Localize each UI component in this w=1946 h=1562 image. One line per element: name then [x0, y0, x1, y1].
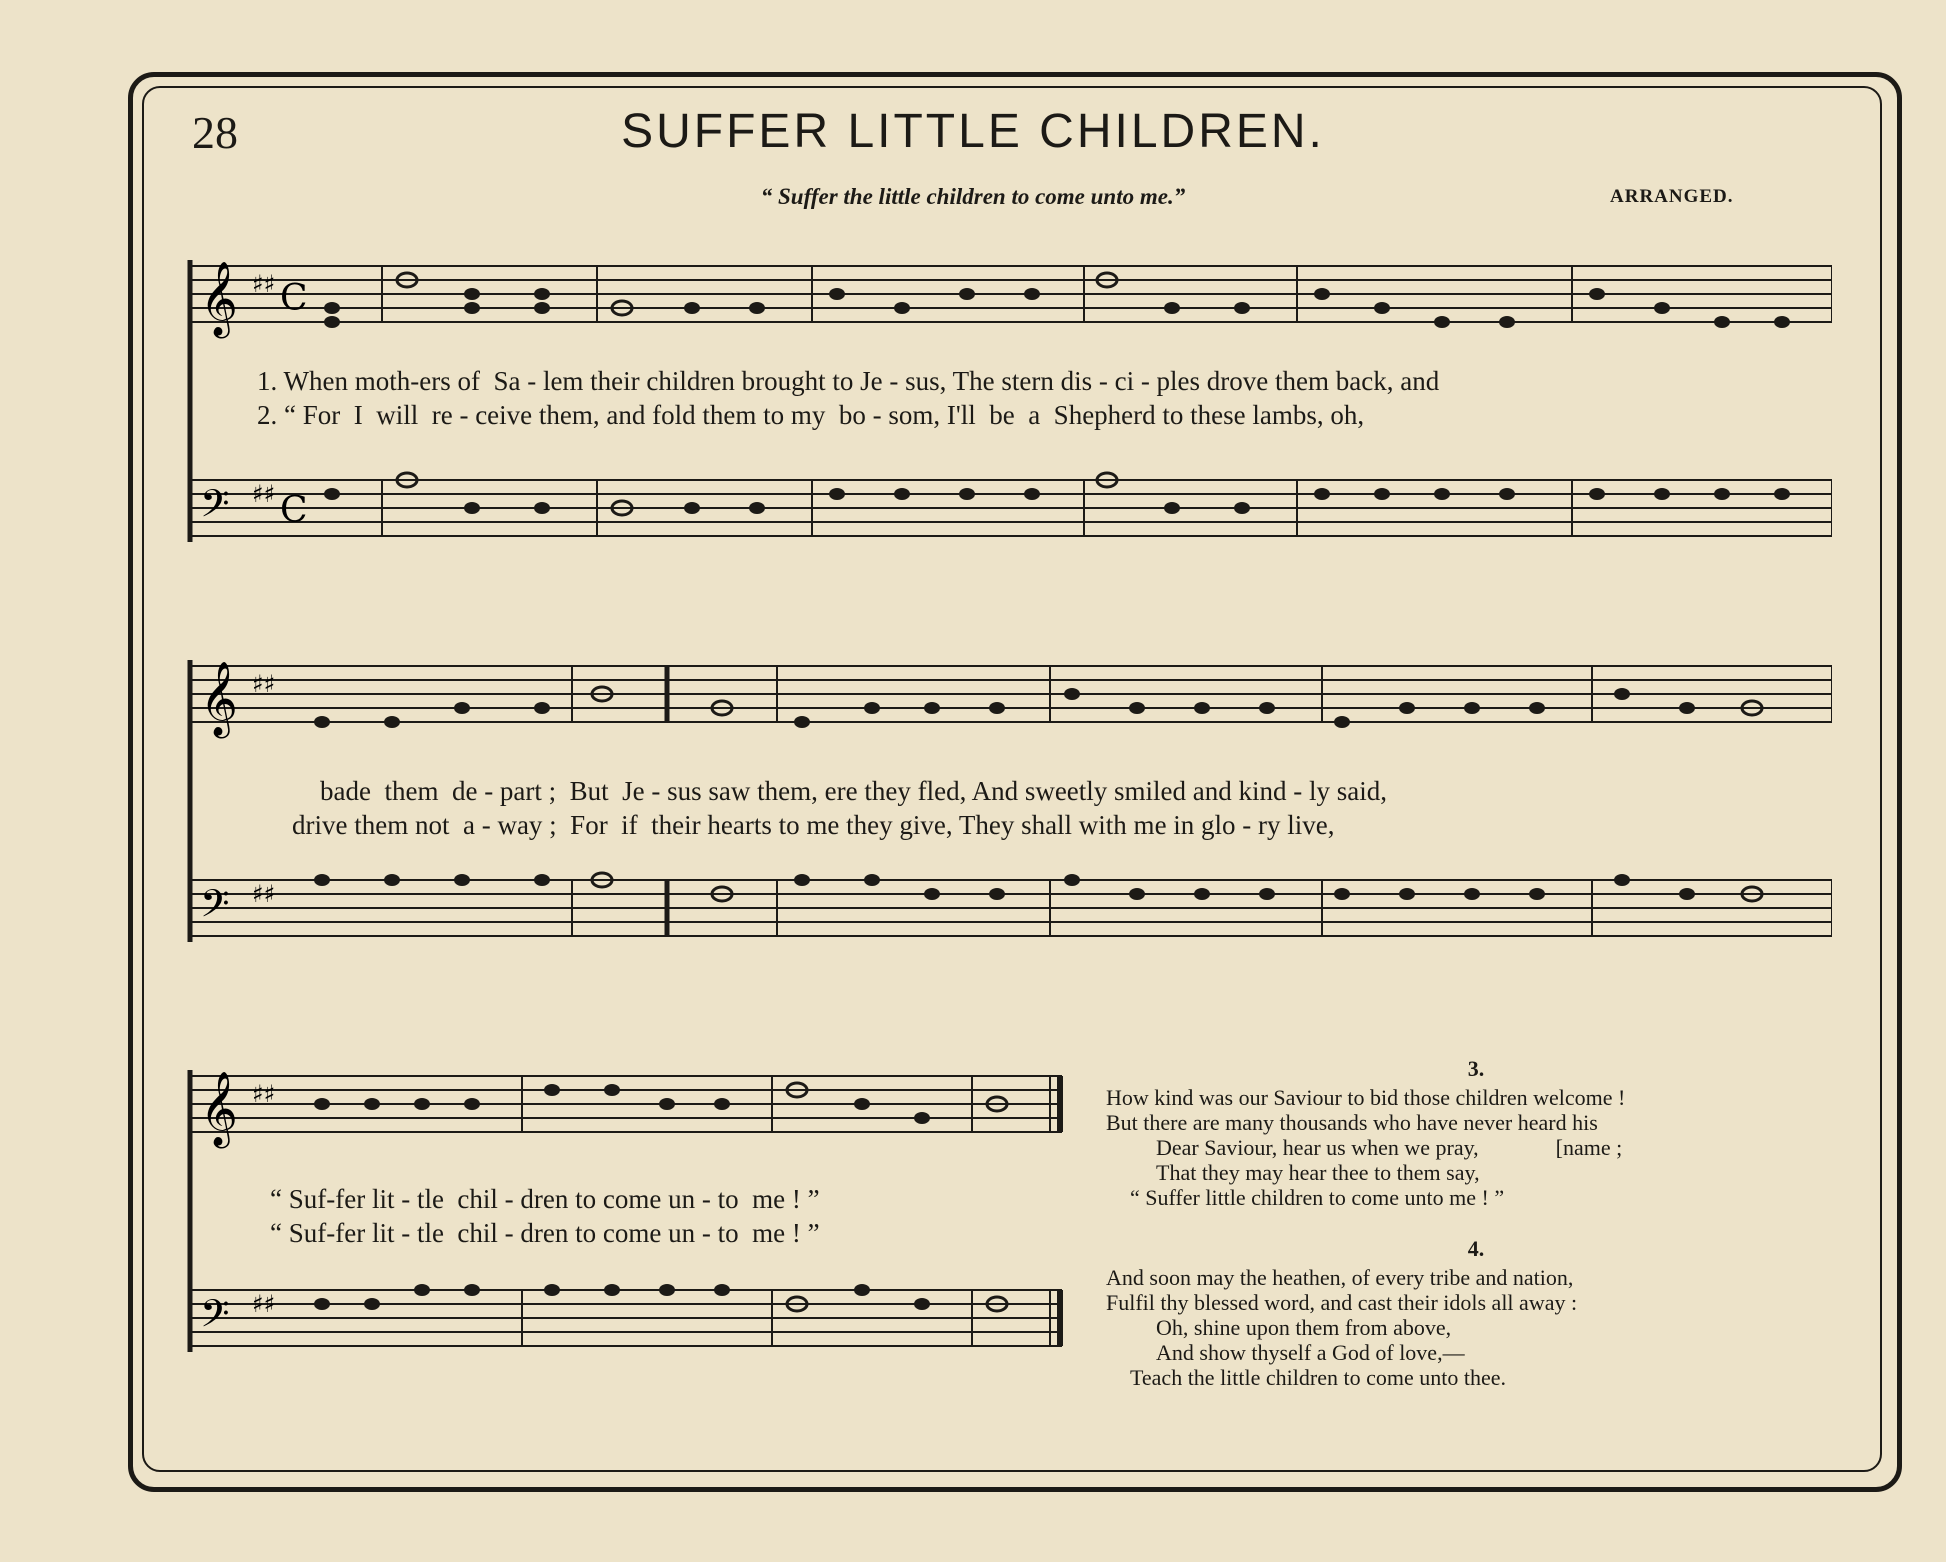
bass-clef-icon: 𝄢 — [200, 481, 230, 535]
svg-text:𝄞: 𝄞 — [200, 662, 238, 736]
verse-line: Fulfil thy blessed word, and cast their idols all away : — [1106, 1290, 1578, 1315]
lyric-line-1a: 1. When moth-ers of Sa - lem their children brought to Je - sus, The stern dis - ci - ples drove them back, and — [257, 366, 1440, 396]
lyric-line-3b: “ Suf-fer lit - tle chil - dren to come un - to me ! ” — [270, 1218, 820, 1248]
svg-text:♯♯: ♯♯ — [252, 670, 276, 698]
common-time-icon: C — [280, 278, 308, 319]
verse-line: Dear Saviour, hear us when we pray, [name ; — [1156, 1135, 1623, 1160]
verse-3 — [1106, 1056, 1846, 1210]
svg-text:♯♯: ♯♯ — [252, 880, 276, 908]
verse-4 — [1106, 1236, 1846, 1390]
lyric-line-3a: “ Suf-fer lit - tle chil - dren to come un - to me ! ” — [270, 1184, 820, 1214]
page-number: 28 — [192, 107, 238, 158]
svg-text:♯♯: ♯♯ — [252, 1290, 276, 1318]
verse-number: 3. — [1467, 1056, 1485, 1081]
bass-staff-1 — [192, 480, 1832, 536]
lyric-line-1b: 2. “ For I will re - ceive them, and fold them to my bo - som, I'll be a Shepherd to these lambs, oh, — [257, 400, 1365, 430]
verse-line: “ Suffer little children to come unto me ! ” — [1130, 1185, 1505, 1210]
epigraph: “ Suffer the little children to come unto me.” — [760, 184, 1186, 209]
music-system-1 — [182, 250, 1832, 580]
verse-line: That they may hear thee to them say, — [1156, 1160, 1480, 1185]
svg-text:𝄞: 𝄞 — [200, 1072, 238, 1146]
verse-line: Teach the little children to come unto thee. — [1130, 1365, 1506, 1390]
treble-clef-icon: 𝄞 — [200, 262, 238, 336]
attribution: ARRANGED. — [1610, 186, 1734, 207]
svg-text:C: C — [280, 490, 308, 531]
verse-line: Oh, shine upon them from above, — [1156, 1315, 1452, 1340]
svg-text:♯♯: ♯♯ — [252, 480, 276, 508]
page-title: SUFFER LITTLE CHILDREN. — [621, 105, 1325, 158]
treble-staff-1 — [192, 266, 1832, 322]
verse-number: 4. — [1467, 1236, 1485, 1261]
lyric-line-2a: bade them de - part ; But Je - sus saw them, ere they fled, And sweetly smiled and kind - ly said, — [320, 776, 1388, 806]
svg-text:𝄢: 𝄢 — [200, 1291, 230, 1345]
verse-line: But there are many thousands who have never heard his — [1106, 1110, 1598, 1135]
verse-line: And show thyself a God of love,— — [1156, 1340, 1465, 1365]
svg-text:𝄢: 𝄢 — [200, 881, 230, 935]
key-signature-icon: ♯♯ — [252, 270, 276, 298]
music-system-2 — [182, 650, 1832, 980]
verse-line: How kind was our Saviour to bid those children welcome ! — [1106, 1085, 1626, 1110]
treble-notes-1 — [324, 273, 1790, 328]
svg-text:♯♯: ♯♯ — [252, 1080, 276, 1108]
music-system-3 — [182, 1060, 1082, 1390]
lyric-line-2b: drive them not a - way ; For if their hearts to me they give, They shall with me in glo - ry live, — [292, 810, 1335, 840]
verse-line: And soon may the heathen, of every tribe and nation, — [1106, 1265, 1574, 1290]
